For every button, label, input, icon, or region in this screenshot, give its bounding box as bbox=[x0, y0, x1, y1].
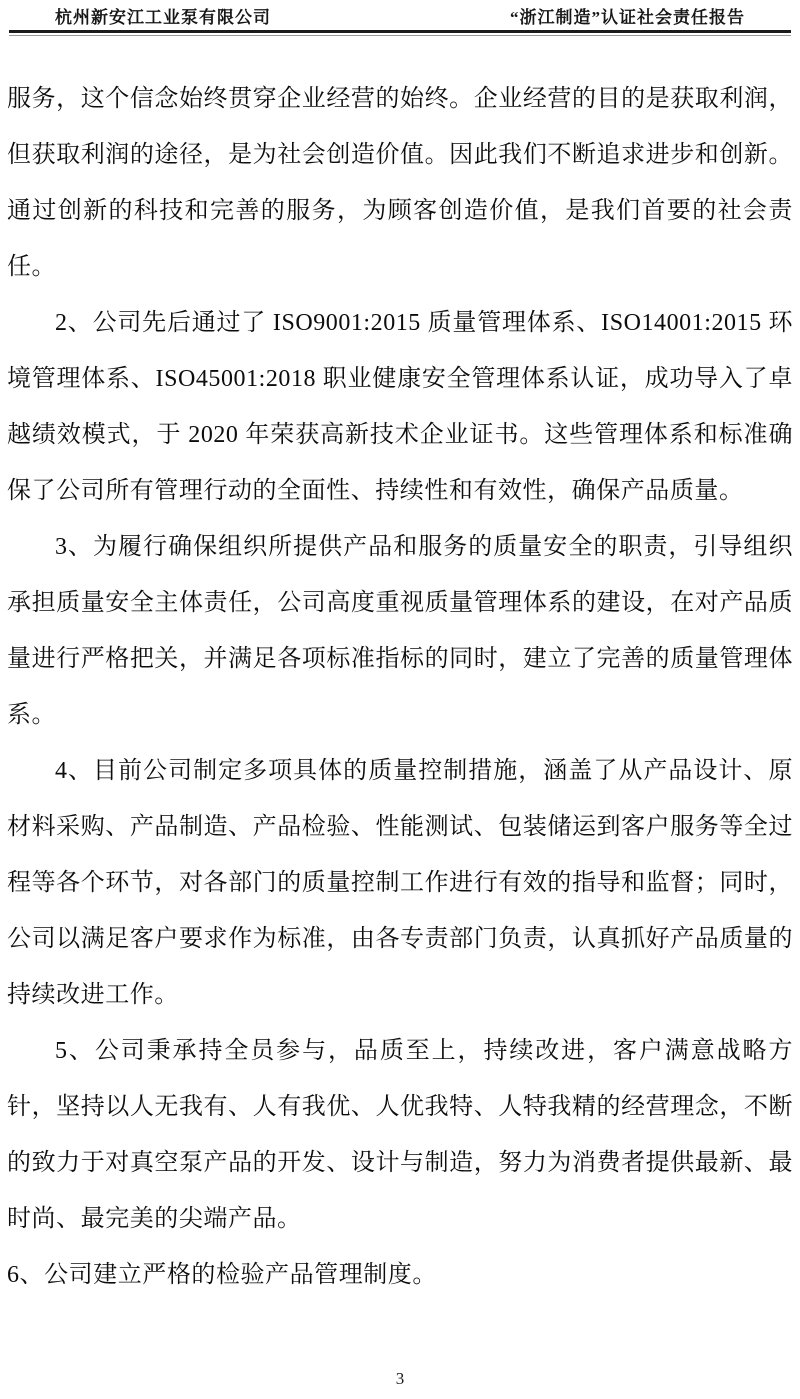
document-body bbox=[0, 71, 800, 1303]
paragraph-item-6: 6、公司建立严格的检验产品管理制度。 bbox=[7, 1262, 437, 1288]
paragraph-item-2: 2、公司先后通过了 ISO9001:2015 质量管理体系、ISO14001:2015 环境管理体系、ISO45001:2018 职业健康安全管理体系认证，成功导入了卓越绩效模式，于 2020 年荣获高新技术企业证书。这些管理体系和标准确保了公司所有管理行动的全面性、持续性和有效性，确保产品质量。 bbox=[7, 310, 793, 504]
paragraph-item-4: 4、目前公司制定多项具体的质量控制措施，涵盖了从产品设计、原材料采购、产品制造、产品检验、性能测试、包装储运到客户服务等全过程等各个环节，对各部门的质量控制工作进行有效的指导和监督；同时，公司以满足客户要求作为标准，由各专责部门负责，认真抓好产品质量的持续改进工作。 bbox=[7, 758, 793, 1008]
paragraph-item-5: 5、公司秉承持全员参与，品质至上，持续改进，客户满意战略方针，坚持以人无我有、人有我优、人优我特、人特我精的经营理念，不断的致力于对真空泵产品的开发、设计与制造，努力为消费者提供最新、最时尚、最完美的尖端产品。 bbox=[7, 1038, 793, 1232]
paragraph-item-3: 3、为履行确保组织所提供产品和服务的质量安全的职责，引导组织承担质量安全主体责任，公司高度重视质量管理体系的建设，在对产品质量进行严格把关，并满足各项标准指标的同时，建立了完善的质量管理体系。 bbox=[7, 534, 793, 728]
header-divider bbox=[9, 30, 791, 36]
page-number: 3 bbox=[395, 1369, 405, 1388]
header-company-name: 杭州新安江工业泵有限公司 bbox=[55, 8, 271, 27]
paragraph-intro-continuation: 服务，这个信念始终贯穿企业经营的始终。企业经营的目的是获取利润，但获取利润的途径，是为社会创造价值。因此我们不断追求进步和创新。通过创新的科技和完善的服务，为顾客创造价值，是我们首要的社会责任。 bbox=[7, 86, 793, 280]
header-report-title: “浙江制造”认证社会责任报告 bbox=[510, 8, 745, 27]
page-header bbox=[0, 0, 800, 28]
